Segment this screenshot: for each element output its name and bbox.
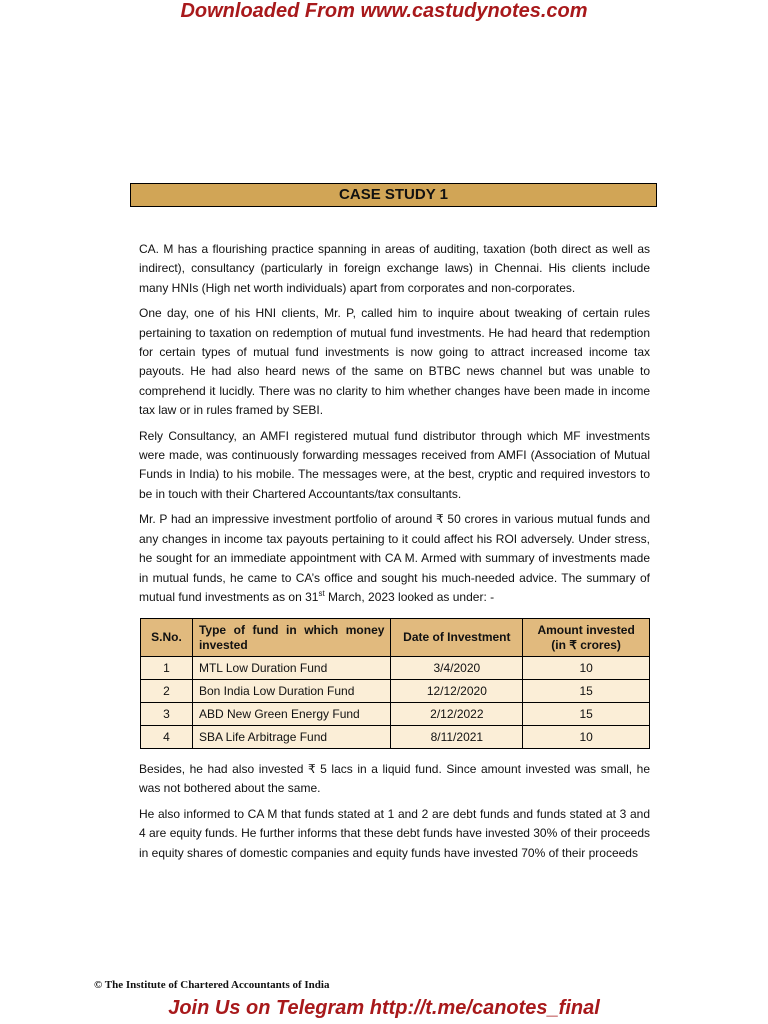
col-header-date: Date of Investment <box>391 619 523 657</box>
paragraph-6: He also informed to CA M that funds stated at 1 and 2 are debt funds and funds stated at 3 and 4 are equity funds. He further informs that these debt funds have invested 30% of their proceeds in equity shares of domestic companies and equity funds have invested 70% of their proceeds <box>139 806 650 860</box>
cell-sno: 1 <box>141 657 193 680</box>
after-table-section <box>139 760 650 863</box>
table-row <box>141 703 650 726</box>
table-row <box>141 680 650 703</box>
intro-section <box>139 240 650 607</box>
paragraph-4 <box>139 510 650 607</box>
paragraph-4-tail: March, 2023 looked as under: - <box>324 589 495 604</box>
paragraph-3: Rely Consultancy, an AMFI registered mutual fund distributor through which MF investments were made, was continuously forwarding messages received from AMFI (Association of Mutual Funds in India) to his mobile. The messages were, at the best, cryptic and required investors to be in touch with their Chartered Accountants/tax consultants. <box>139 428 650 501</box>
investment-summary-table <box>140 618 650 749</box>
paragraph-1: CA. M has a flourishing practice spanning in areas of auditing, taxation (both direct as well as indirect), consultancy (particularly in foreign exchange laws) in Chennai. His clients include many HNIs (High net worth individuals) apart from corporates and non-corporates. <box>139 242 650 295</box>
cell-amount: 10 <box>523 657 650 680</box>
col-header-amount: Amount invested (in ₹ crores) <box>523 619 650 657</box>
copyright-footer: © The Institute of Chartered Accountants of India <box>94 979 330 991</box>
case-study-title: CASE STUDY 1 <box>130 183 657 207</box>
col-header-sno: S.No. <box>141 619 193 657</box>
cell-date: 3/4/2020 <box>391 657 523 680</box>
cell-fund-type: Bon India Low Duration Fund <box>192 680 390 703</box>
table-row <box>141 726 650 749</box>
paragraph-4-text: Mr. P had an impressive investment portfolio of around ₹ 50 crores in various mutual funds and any changes in income tax payouts pertaining to it could affect his ROI adversely. Under stress, he sought for an immediate appointment with CA M. Armed with summary of investments made in mutual funds, he came to CA’s office and sought his much-needed advice. The summary of mutual fund investments as on 31 <box>139 512 650 604</box>
table-row <box>141 657 650 680</box>
paragraph-2: One day, one of his HNI clients, Mr. P, called him to inquire about tweaking of certain rules pertaining to taxation on redemption of mutual fund investments. He had heard that redemption for certain types of mutual fund investments is now going to attract increased income tax payouts. He had also heard news of the same on BTBC news channel but was unable to comprehend it lucidly. There was no clarity to him whether changes have been made in income tax law or in rules framed by SEBI. <box>139 306 650 418</box>
cell-amount: 15 <box>523 703 650 726</box>
cell-sno: 3 <box>141 703 193 726</box>
cell-date: 8/11/2021 <box>391 726 523 749</box>
cell-fund-type: MTL Low Duration Fund <box>192 657 390 680</box>
cell-sno: 4 <box>141 726 193 749</box>
date-superscript: st <box>318 588 325 598</box>
cell-date: 2/12/2022 <box>391 703 523 726</box>
cell-amount: 10 <box>523 726 650 749</box>
cell-date: 12/12/2020 <box>391 680 523 703</box>
cell-fund-type: ABD New Green Energy Fund <box>192 703 390 726</box>
cell-sno: 2 <box>141 680 193 703</box>
col-header-fund-type: Type of fund in which money invested <box>192 619 390 657</box>
cell-amount: 15 <box>523 680 650 703</box>
table-header-row <box>141 619 650 657</box>
paragraph-5: Besides, he had also invested ₹ 5 lacs in a liquid fund. Since amount invested was small, he was not bothered about the same. <box>139 762 650 796</box>
cell-fund-type: SBA Life Arbitrage Fund <box>192 726 390 749</box>
telegram-banner: Join Us on Telegram http://t.me/canotes_final <box>168 997 600 1019</box>
download-banner: Downloaded From www.castudynotes.com <box>180 0 588 22</box>
